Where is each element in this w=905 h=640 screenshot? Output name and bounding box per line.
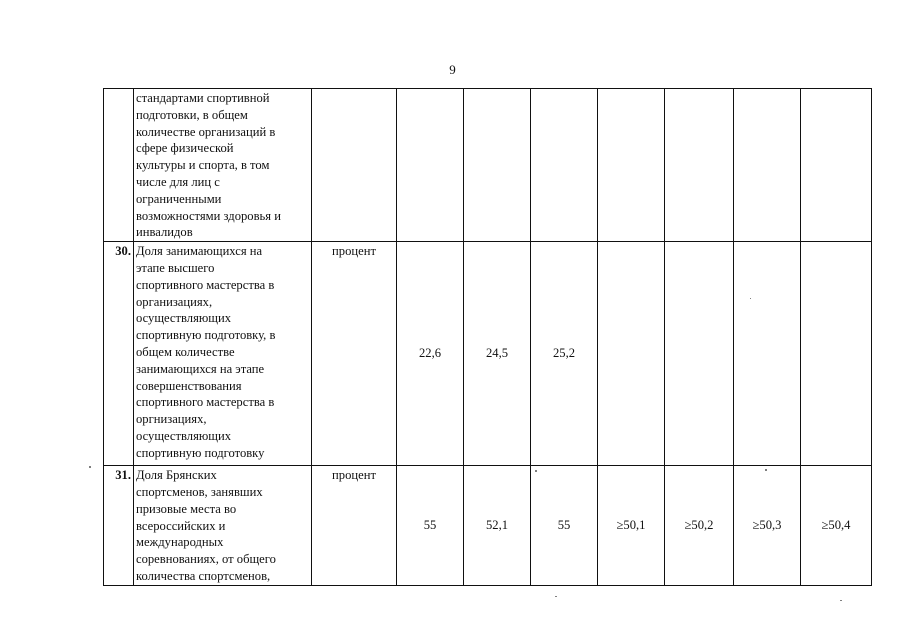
page-number: 9 bbox=[449, 62, 456, 77]
table-row bbox=[104, 466, 872, 586]
scan-speck bbox=[840, 600, 842, 601]
row-number-cell: 31. bbox=[104, 466, 134, 586]
row-number-cell bbox=[104, 89, 134, 242]
row-number-cell: 30. bbox=[104, 242, 134, 466]
scan-speck bbox=[750, 298, 751, 299]
scan-speck bbox=[765, 469, 767, 471]
value-cell: ≥50,4 bbox=[801, 466, 872, 586]
table-row bbox=[104, 89, 872, 242]
value-cell bbox=[734, 242, 801, 466]
value-cell bbox=[734, 89, 801, 242]
value-cell bbox=[598, 242, 665, 466]
value-cell: ≥50,1 bbox=[598, 466, 665, 586]
value-cell bbox=[665, 89, 734, 242]
indicators-table bbox=[103, 88, 872, 586]
scan-speck bbox=[535, 470, 537, 472]
table-row bbox=[104, 242, 872, 466]
indicator-name-cell bbox=[134, 242, 312, 466]
value-cell bbox=[397, 89, 464, 242]
value-cell bbox=[665, 242, 734, 466]
unit-cell bbox=[312, 89, 397, 242]
unit-cell: процент bbox=[312, 466, 397, 586]
value-cell: ≥50,3 bbox=[734, 466, 801, 586]
value-cell: 24,5 bbox=[464, 242, 531, 466]
value-cell: 52,1 bbox=[464, 466, 531, 586]
value-cell: 55 bbox=[397, 466, 464, 586]
value-cell bbox=[801, 89, 872, 242]
indicator-name-cell bbox=[134, 89, 312, 242]
indicator-name: Доля Брянских спортсменов, занявших призовые места во всероссийских и международных соревнованиях, от общего количества спортсменов, bbox=[136, 468, 276, 583]
value-cell bbox=[598, 89, 665, 242]
value-cell: 22,6 bbox=[397, 242, 464, 466]
value-cell bbox=[801, 242, 872, 466]
value-cell: 25,2 bbox=[531, 242, 598, 466]
value-cell bbox=[531, 89, 598, 242]
value-cell: 55 bbox=[531, 466, 598, 586]
value-cell bbox=[464, 89, 531, 242]
unit-cell: процент bbox=[312, 242, 397, 466]
scan-speck bbox=[89, 466, 91, 468]
scan-speck bbox=[555, 596, 557, 597]
indicator-name: стандартами спортивной подготовки, в общем количестве организаций в сфере физической культуры и спорта, в том числе для лиц с ограниченными возможностями здоровья и инвалидов bbox=[136, 91, 281, 240]
value-cell: ≥50,2 bbox=[665, 466, 734, 586]
indicator-name: Доля занимающихся на этапе высшего спортивного мастерства в организациях, осуществляющих спортивную подготовку, в общем количестве занимающихся на этапе совершенствования спортивного мастерства в оргнизациях, осуществляющих спортивную подготовку bbox=[136, 244, 276, 460]
indicator-name-cell bbox=[134, 466, 312, 586]
